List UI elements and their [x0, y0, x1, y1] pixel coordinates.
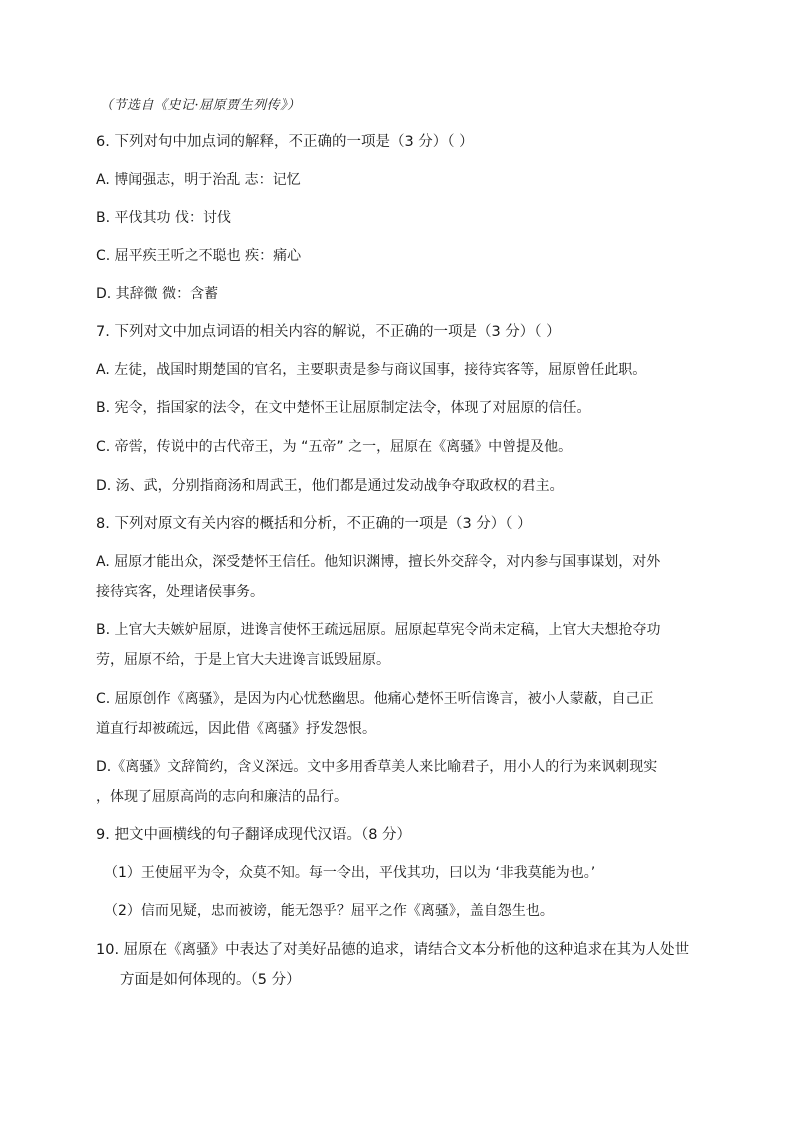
question-6-option-b: B. 平伐其功 伐：讨伐: [96, 210, 231, 226]
question-7-stem: 7. 下列对文中加点词语的相关内容的解说，不正确的一项是（3 分）（ ）: [96, 324, 561, 340]
question-6-option-a: A. 博闻强志，明于治乱 志：记忆: [96, 172, 301, 188]
question-6-option-c: C. 屈平疾王听之不聪也 疾：痛心: [96, 248, 302, 264]
question-7-option-c: C. 帝喾，传说中的古代帝王，为 “五帝” 之一，屈原在《离骚》中曾提及他。: [96, 439, 573, 455]
question-8-option-c-line2: 道直行却被疏远，因此借《离骚》抒发怨恨。: [96, 721, 376, 737]
question-9-item-2: （2）信而见疑，忠而被谤，能无怨乎？屈平之作《离骚》，盖自怨生也。: [104, 903, 554, 919]
question-8-stem: 8. 下列对原文有关内容的概括和分析，不正确的一项是（3 分）（ ）: [96, 516, 532, 532]
question-10-stem-line1: 10. 屈原在《离骚》中表达了对美好品德的追求，请结合文本分析他的这种追求在其为人处世: [96, 942, 690, 958]
question-7-option-d: D. 汤、武，分别指商汤和周武王，他们都是通过发动战争夺取政权的君主。: [96, 478, 564, 494]
question-8-option-b-line2: 劳，屈原不给，于是上官大夫进谗言诋毁屈原。: [96, 652, 390, 668]
question-7-option-b: B. 宪令，指国家的法令，在文中楚怀王让屈原制定法令，体现了对屈原的信任。: [96, 400, 591, 416]
question-6-option-d: D. 其辞微 微：含蓄: [96, 286, 219, 302]
question-9-item-1: （1）王使屈平为令，众莫不知。每一令出，平伐其功，曰以为 ‘非我莫能为也。’: [104, 865, 596, 881]
question-8-option-a-line1: A. 屈原才能出众，深受楚怀王信任。他知识渊博，擅长外交辞令，对内参与国事谋划，对外: [96, 554, 661, 570]
question-7-option-a: A. 左徒，战国时期楚国的官名，主要职责是参与商议国事，接待宾客等，屈原曾任此职。: [96, 362, 647, 378]
question-8-option-a-line2: 接待宾客，处理诸侯事务。: [96, 584, 264, 600]
question-8-option-c-line1: C. 屈原创作《离骚》，是因为内心忧愁幽思。他痛心楚怀王听信谗言，被小人蒙蔽，自己正: [96, 691, 654, 707]
question-8-option-d-line2: ，体现了屈原高尚的志向和廉洁的品行。: [96, 789, 348, 805]
question-9-stem: 9. 把文中画横线的句子翻译成现代汉语。（8 分）: [96, 827, 412, 843]
question-10-stem-line2: 方面是如何体现的。（5 分）: [120, 972, 301, 988]
question-8-option-d-line1: D.《离骚》文辞简约，含义深远。文中多用香草美人来比喻君子，用小人的行为来讽刺现实: [96, 759, 658, 775]
question-6-stem: 6. 下列对句中加点词的解释，不正确的一项是（3 分）（ ）: [96, 134, 474, 150]
source-note: （节选自《史记·屈原贾生列传》）: [100, 98, 301, 113]
question-8-option-b-line1: B. 上官大夫嫉妒屈原，进谗言使怀王疏远屈原。屈原起草宪令尚未定稿，上官大夫想抢夺功: [96, 622, 661, 638]
